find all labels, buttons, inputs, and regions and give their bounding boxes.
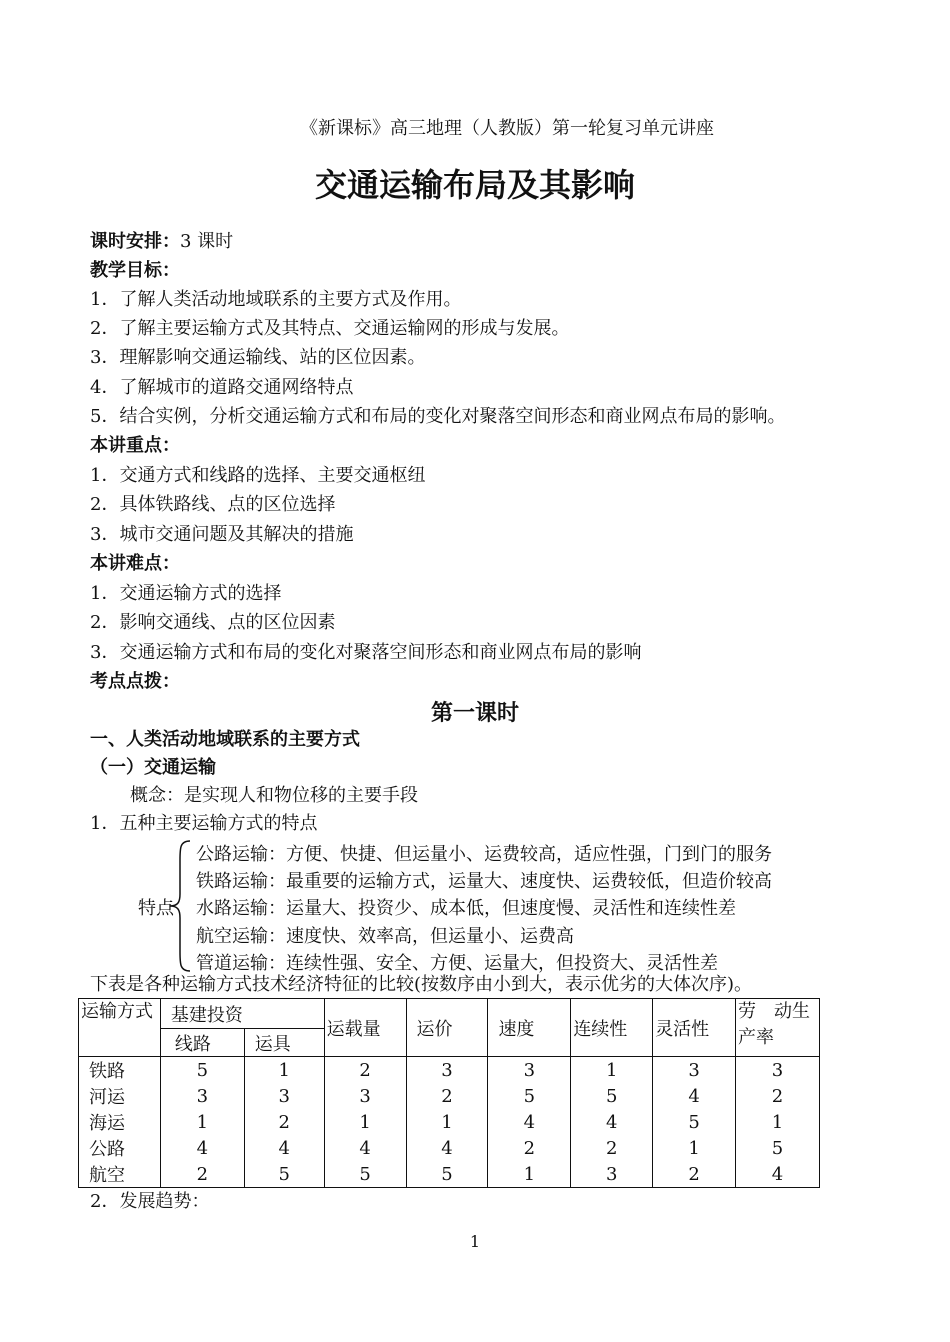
cell: 2 xyxy=(736,1083,820,1109)
cell: 2 xyxy=(406,1083,488,1109)
cell: 4 xyxy=(244,1135,324,1161)
objective-item: 5．结合实例，分析交通运输方式和布局的变化对聚落空间形态和商业网点布局的影响。 xyxy=(90,406,786,427)
feature-item: 公路运输：方便、快捷、但运量小、运费较高，适应性强，门到门的服务 xyxy=(196,844,772,865)
difficult-points-label: 本讲难点： xyxy=(90,553,180,574)
row-name: 公路 xyxy=(79,1135,161,1161)
cell: 2 xyxy=(160,1161,244,1188)
key-point-item: 1．交通方式和线路的选择、主要交通枢纽 xyxy=(90,465,426,486)
difficult-point-item: 1．交通运输方式的选择 xyxy=(90,583,282,604)
table-header-row xyxy=(79,999,820,1029)
cell: 4 xyxy=(160,1135,244,1161)
section-heading: 一、人类活动地域联系的主要方式 xyxy=(90,729,360,750)
comparison-table xyxy=(78,998,820,1188)
table-row xyxy=(79,1109,820,1135)
cell: 3 xyxy=(653,1057,736,1084)
concept-text: 概念：是实现人和物位移的主要手段 xyxy=(130,785,418,806)
objective-item: 2．了解主要运输方式及其特点、交通运输网的形成与发展。 xyxy=(90,318,570,339)
header-continuity: 连续性 xyxy=(571,999,653,1057)
cell: 5 xyxy=(488,1083,571,1109)
feature-item: 航空运输：速度快、效率高，但运量小、运费高 xyxy=(196,926,574,947)
header-productivity: 劳 动生产率 xyxy=(736,999,820,1057)
header-price: 运价 xyxy=(406,999,488,1057)
objective-item: 3．理解影响交通运输线、站的区位因素。 xyxy=(90,347,426,368)
header-flexibility: 灵活性 xyxy=(653,999,736,1057)
features-label: 特点 xyxy=(138,898,174,919)
cell: 4 xyxy=(736,1161,820,1188)
table-row xyxy=(79,1161,820,1188)
list-item: 1．五种主要运输方式的特点 xyxy=(90,813,318,834)
cell: 3 xyxy=(406,1057,488,1084)
table-row xyxy=(79,1083,820,1109)
cell: 2 xyxy=(324,1057,406,1084)
objectives-label: 教学目标： xyxy=(90,260,180,281)
cell: 5 xyxy=(160,1057,244,1084)
feature-item: 铁路运输：最重要的运输方式，运量大、速度快、运费较低，但造价较高 xyxy=(196,871,772,892)
table-row xyxy=(79,1135,820,1161)
list-item: 2．发展趋势： xyxy=(90,1191,210,1212)
cell: 4 xyxy=(488,1109,571,1135)
cell: 2 xyxy=(244,1109,324,1135)
header-vehicle: 运具 xyxy=(244,1029,324,1057)
row-name: 航空 xyxy=(79,1161,161,1188)
feature-item: 管道运输：连续性强、安全、方便、运量大，但投资大、灵活性差 xyxy=(196,953,718,974)
cell: 3 xyxy=(571,1161,653,1188)
header-line: 线路 xyxy=(160,1029,244,1057)
document-title: 交通运输布局及其影响 xyxy=(314,166,635,204)
cell: 1 xyxy=(160,1109,244,1135)
cell: 1 xyxy=(653,1135,736,1161)
page-number: 1 xyxy=(469,1232,481,1251)
cell: 3 xyxy=(324,1083,406,1109)
header-volume: 运载量 xyxy=(324,999,406,1057)
schedule-label: 课时安排： xyxy=(90,231,180,252)
objective-item: 4．了解城市的道路交通网络特点 xyxy=(90,377,354,398)
objective-item: 1．了解人类活动地域联系的主要方式及作用。 xyxy=(90,289,462,310)
cell: 2 xyxy=(653,1161,736,1188)
document-header: 《新课标》高三地理（人教版）第一轮复习单元讲座 xyxy=(300,118,714,139)
table-intro: 下表是各种运输方式技术经济特征的比较(按数序由小到大，表示优劣的大体次序)。 xyxy=(90,974,753,995)
cell: 5 xyxy=(244,1161,324,1188)
row-name: 铁路 xyxy=(79,1057,161,1084)
cell: 1 xyxy=(324,1109,406,1135)
header-investment: 基建投资 xyxy=(160,999,324,1029)
cell: 5 xyxy=(324,1161,406,1188)
cell: 1 xyxy=(736,1109,820,1135)
cell: 4 xyxy=(571,1109,653,1135)
row-name: 海运 xyxy=(79,1109,161,1135)
cell: 5 xyxy=(571,1083,653,1109)
table-row xyxy=(79,1057,820,1084)
cell: 4 xyxy=(406,1135,488,1161)
lesson-title: 第一课时 xyxy=(430,701,519,726)
header-speed: 速度 xyxy=(488,999,571,1057)
key-point-item: 3．城市交通问题及其解决的措施 xyxy=(90,524,354,545)
header-mode: 运输方式 xyxy=(79,999,161,1057)
cell: 5 xyxy=(653,1109,736,1135)
key-points-label: 本讲重点： xyxy=(90,435,180,456)
cell: 3 xyxy=(160,1083,244,1109)
schedule-line xyxy=(90,230,233,254)
exam-points-label: 考点点拨： xyxy=(90,671,180,692)
feature-item: 水路运输：运量大、投资少、成本低，但速度慢、灵活性和连续性差 xyxy=(196,898,736,919)
cell: 3 xyxy=(244,1083,324,1109)
cell: 1 xyxy=(406,1109,488,1135)
cell: 1 xyxy=(488,1161,571,1188)
cell: 5 xyxy=(736,1135,820,1161)
cell: 4 xyxy=(653,1083,736,1109)
key-point-item: 2．具体铁路线、点的区位选择 xyxy=(90,494,336,515)
schedule-value: 3 课时 xyxy=(180,231,234,252)
cell: 4 xyxy=(324,1135,406,1161)
cell: 5 xyxy=(406,1161,488,1188)
cell: 2 xyxy=(571,1135,653,1161)
cell: 3 xyxy=(736,1057,820,1084)
cell: 2 xyxy=(488,1135,571,1161)
cell: 1 xyxy=(571,1057,653,1084)
cell: 3 xyxy=(488,1057,571,1084)
cell: 1 xyxy=(244,1057,324,1084)
subsection-heading: （一）交通运输 xyxy=(90,757,216,778)
difficult-point-item: 2．影响交通线、点的区位因素 xyxy=(90,612,336,633)
row-name: 河运 xyxy=(79,1083,161,1109)
difficult-point-item: 3．交通运输方式和布局的变化对聚落空间形态和商业网点布局的影响 xyxy=(90,642,642,663)
